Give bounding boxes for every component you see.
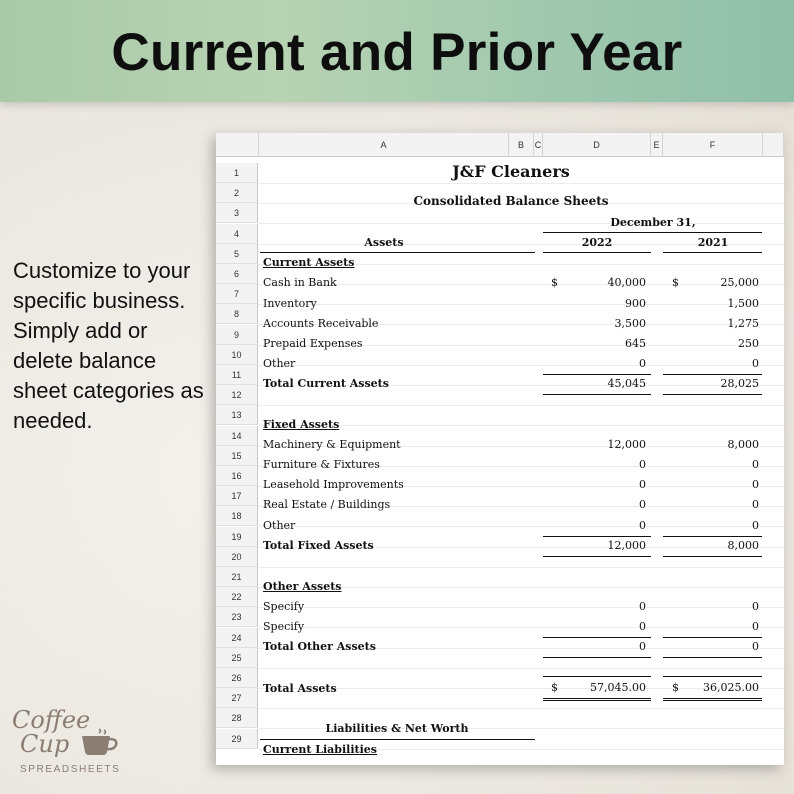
row-header[interactable]: 16 <box>216 466 258 486</box>
column-header-a[interactable]: A <box>259 133 509 157</box>
report-subtitle[interactable]: Consolidated Balance Sheets <box>413 194 609 208</box>
row-header[interactable]: 7 <box>216 284 258 304</box>
current-total-line-2021 <box>663 394 762 395</box>
fixed-total-line-2021 <box>663 556 762 557</box>
label-other-current[interactable]: Other <box>263 357 296 370</box>
machinery-2021[interactable]: 8,000 <box>727 438 759 451</box>
spreadsheet[interactable] <box>216 133 784 765</box>
current-liabilities-heading[interactable]: Current Liabilities <box>263 743 377 756</box>
fixed-total-line-2022 <box>543 556 651 557</box>
row-header[interactable]: 19 <box>216 527 258 547</box>
label-prepaid-expenses[interactable]: Prepaid Expenses <box>263 337 363 350</box>
row-header[interactable]: 12 <box>216 385 258 405</box>
grand-total-top-line-2022 <box>543 676 651 677</box>
currency-total-2021[interactable]: $ <box>672 681 679 694</box>
row-header[interactable]: 26 <box>216 668 258 688</box>
grand-total-line-2021 <box>663 698 762 699</box>
description-text: Customize to your specific business. Simply add or delete balance sheet categories as needed. <box>13 258 204 433</box>
coffee-cup-icon <box>78 728 124 758</box>
row-header[interactable]: 21 <box>216 567 258 587</box>
cash-2021[interactable]: 25,000 <box>720 276 759 289</box>
row-grid-line <box>258 405 784 406</box>
row-header[interactable]: 10 <box>216 345 258 365</box>
label-furniture[interactable]: Furniture & Fixtures <box>263 458 380 471</box>
specify-1-2022[interactable]: 0 <box>639 600 646 613</box>
cash-2022[interactable]: 40,000 <box>607 276 646 289</box>
logo-line-2: Cup <box>20 730 70 758</box>
real-estate-2021[interactable]: 0 <box>752 498 759 511</box>
coffee-cup-logo <box>12 706 142 778</box>
year-current[interactable]: 2022 <box>581 236 613 249</box>
prepaid-2022[interactable]: 645 <box>625 337 646 350</box>
select-all-corner[interactable] <box>216 133 259 157</box>
label-accounts-receivable[interactable]: Accounts Receivable <box>263 317 379 330</box>
row-header[interactable]: 29 <box>216 729 258 749</box>
row-header[interactable]: 13 <box>216 405 258 425</box>
other-current-2022[interactable]: 0 <box>639 357 646 370</box>
currency-cash-2022[interactable]: $ <box>551 276 558 289</box>
row-header[interactable]: 18 <box>216 506 258 526</box>
total-fixed-2021[interactable]: 8,000 <box>727 539 759 552</box>
specify-2-2021[interactable]: 0 <box>752 620 759 633</box>
row-header[interactable]: 4 <box>216 224 258 244</box>
row-header[interactable]: 15 <box>216 446 258 466</box>
label-inventory[interactable]: Inventory <box>263 297 317 310</box>
row-grid-line <box>258 668 784 669</box>
column-header-f[interactable]: F <box>663 133 763 157</box>
column-header-e[interactable]: E <box>651 133 663 157</box>
specify-1-2021[interactable]: 0 <box>752 600 759 613</box>
label-machinery[interactable]: Machinery & Equipment <box>263 438 401 451</box>
prepaid-2021[interactable]: 250 <box>738 337 759 350</box>
currency-cash-2021[interactable]: $ <box>672 276 679 289</box>
year-prior-underline <box>663 252 762 253</box>
label-real-estate[interactable]: Real Estate / Buildings <box>263 498 391 511</box>
receivable-2021[interactable]: 1,275 <box>727 317 759 330</box>
receivable-2022[interactable]: 3,500 <box>614 317 646 330</box>
row-grid-line <box>258 183 784 184</box>
banner-title: Current and Prior Year <box>111 23 683 82</box>
column-header-extra[interactable] <box>763 133 784 157</box>
row-grid-line <box>258 708 784 709</box>
total-current-2022[interactable]: 45,045 <box>607 377 646 390</box>
label-total-current-assets[interactable]: Total Current Assets <box>263 377 389 390</box>
column-header-d[interactable]: D <box>543 133 651 157</box>
furniture-2022[interactable]: 0 <box>639 458 646 471</box>
title-banner <box>0 0 794 102</box>
grand-total-double-line-2021 <box>663 700 762 701</box>
total-fixed-2022[interactable]: 12,000 <box>607 539 646 552</box>
grand-total-double-line-2022 <box>543 700 651 701</box>
row-header[interactable]: 1 <box>216 163 258 183</box>
row-header[interactable]: 17 <box>216 486 258 506</box>
row-grid-line <box>258 567 784 568</box>
label-other-fixed[interactable]: Other <box>263 519 296 532</box>
current-total-line-2022 <box>543 394 651 395</box>
row-header[interactable]: 24 <box>216 628 258 648</box>
currency-total-2022[interactable]: $ <box>551 681 558 694</box>
row-header[interactable]: 9 <box>216 325 258 345</box>
row-header[interactable]: 14 <box>216 426 258 446</box>
column-header-b[interactable]: B <box>509 133 534 157</box>
real-estate-2022[interactable]: 0 <box>639 498 646 511</box>
machinery-2022[interactable]: 12,000 <box>607 438 646 451</box>
current-assets-heading[interactable]: Current Assets <box>263 256 355 269</box>
company-name[interactable]: J&F Cleaners <box>452 162 570 181</box>
row-header[interactable]: 11 <box>216 365 258 385</box>
row-header[interactable]: 3 <box>216 203 258 223</box>
other-total-line-2022 <box>543 657 651 658</box>
fixed-assets-heading[interactable]: Fixed Assets <box>263 418 340 431</box>
other-total-line-2021 <box>663 657 762 658</box>
total-other-2022[interactable]: 0 <box>639 640 646 653</box>
other-assets-heading[interactable]: Other Assets <box>263 580 342 593</box>
row-header[interactable]: 28 <box>216 708 258 728</box>
column-header-c[interactable]: C <box>534 133 543 157</box>
logo-line-3: SPREADSHEETS <box>20 764 121 775</box>
grand-total-top-line-2021 <box>663 676 762 677</box>
row-header[interactable]: 23 <box>216 607 258 627</box>
specify-2-2022[interactable]: 0 <box>639 620 646 633</box>
grand-total-line-2022 <box>543 698 651 699</box>
leasehold-2021[interactable]: 0 <box>752 478 759 491</box>
inventory-2021[interactable]: 1,500 <box>727 297 759 310</box>
total-current-2021[interactable]: 28,025 <box>720 377 759 390</box>
other-fixed-2021[interactable]: 0 <box>752 519 759 532</box>
row-header[interactable]: 22 <box>216 587 258 607</box>
row-header[interactable]: 8 <box>216 304 258 324</box>
furniture-2021[interactable]: 0 <box>752 458 759 471</box>
row-header[interactable]: 6 <box>216 264 258 284</box>
row-header[interactable]: 27 <box>216 688 258 708</box>
label-total-other-assets[interactable]: Total Other Assets <box>263 640 376 653</box>
period-label[interactable]: December 31, <box>610 216 696 229</box>
label-total-assets[interactable]: Total Assets <box>263 682 337 695</box>
label-leasehold[interactable]: Leasehold Improvements <box>263 478 404 491</box>
label-specify-2[interactable]: Specify <box>263 620 305 633</box>
total-assets-2021[interactable]: 36,025.00 <box>703 681 759 694</box>
row-header[interactable]: 2 <box>216 183 258 203</box>
total-other-2021[interactable]: 0 <box>752 640 759 653</box>
leasehold-2022[interactable]: 0 <box>639 478 646 491</box>
row-header[interactable]: 25 <box>216 648 258 668</box>
logo-line-1: Coffee <box>12 706 91 734</box>
row-header[interactable]: 20 <box>216 547 258 567</box>
other-current-2021[interactable]: 0 <box>752 357 759 370</box>
liabilities-header[interactable]: Liabilities & Net Worth <box>325 722 469 735</box>
assets-header[interactable]: Assets <box>364 236 404 249</box>
label-cash-in-bank[interactable]: Cash in Bank <box>263 276 337 289</box>
other-fixed-2022[interactable]: 0 <box>639 519 646 532</box>
label-total-fixed-assets[interactable]: Total Fixed Assets <box>263 539 374 552</box>
inventory-2022[interactable]: 900 <box>625 297 646 310</box>
year-prior[interactable]: 2021 <box>697 236 729 249</box>
row-header[interactable]: 5 <box>216 244 258 264</box>
label-specify-1[interactable]: Specify <box>263 600 305 613</box>
year-current-underline <box>543 252 651 253</box>
total-assets-2022[interactable]: 57,045.00 <box>590 681 646 694</box>
